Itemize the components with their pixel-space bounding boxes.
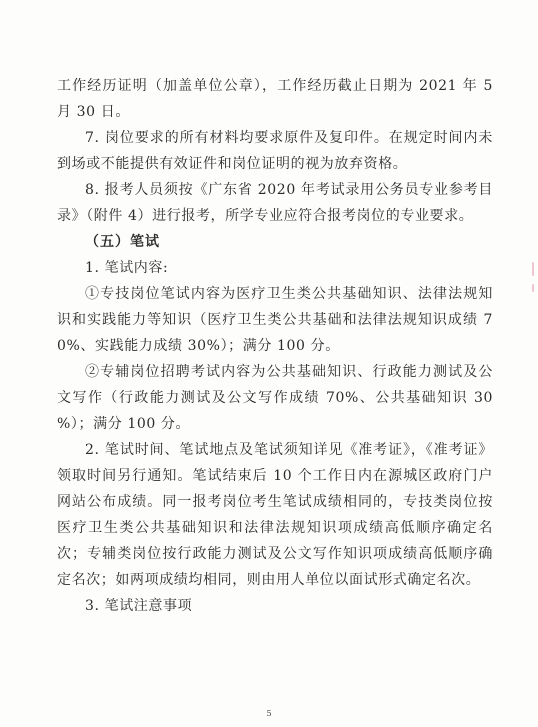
edge-stamp-mark [532,262,534,276]
edge-stamp-mark [532,284,534,292]
document-body [57,73,493,619]
paragraph-item-8: 8. 报考人员须按《广东省 2020 年考试录用公务员专业参考目录》（附件 4）进行报考，所学专业应符合报考岗位的专业要求。 [57,182,493,224]
paragraph-work-certificate: 工作经历证明（加盖单位公章），工作经历截止日期为 2021 年 5 月 30 日。 [57,78,493,120]
page-number: 5 [266,709,272,718]
section-heading-written-exam: （五）笔试 [85,234,160,250]
paragraph-exam-time-location: 2. 笔试时间、笔试地点及笔试须知详见《准考证》，《准考证》领取时间另行通知。笔试结束后 10 个工作日内在源城区政府门户网站公布成绩。同一报考岗位考生笔试成绩相同的，专技类岗位按医疗卫生类公共基础知识和法律法规知识项成绩高低顺序确定名次；专辅类岗位按行政能力测试及公文写作知识项成绩高低顺序确定名次；如两项成绩均相同，则由用人单位以面试形式确定名次。 [57,442,493,588]
paragraph-exam-notes-title: 3. 笔试注意事项 [85,598,193,614]
paragraph-auxiliary-post-exam: ②专辅岗位招聘考试内容为公共基础知识、行政能力测试及公文写作（行政能力测试及公文写作成绩 70%、公共基础知识 30 %）；满分 100 分。 [57,364,493,432]
paragraph-item-7: 7. 岗位要求的所有材料均要求原件及复印件。在规定时间内未到场或不能提供有效证件和岗位证明的视为放弃资格。 [57,130,493,172]
paragraph-exam-content-title: 1. 笔试内容: [85,260,169,276]
paragraph-technical-post-exam: ①专技岗位笔试内容为医疗卫生类公共基础知识、法律法规知识和实践能力等知识（医疗卫生类公共基础和法律法规知识成绩 70%、实践能力成绩 30%）；满分 100 分。 [57,286,493,354]
